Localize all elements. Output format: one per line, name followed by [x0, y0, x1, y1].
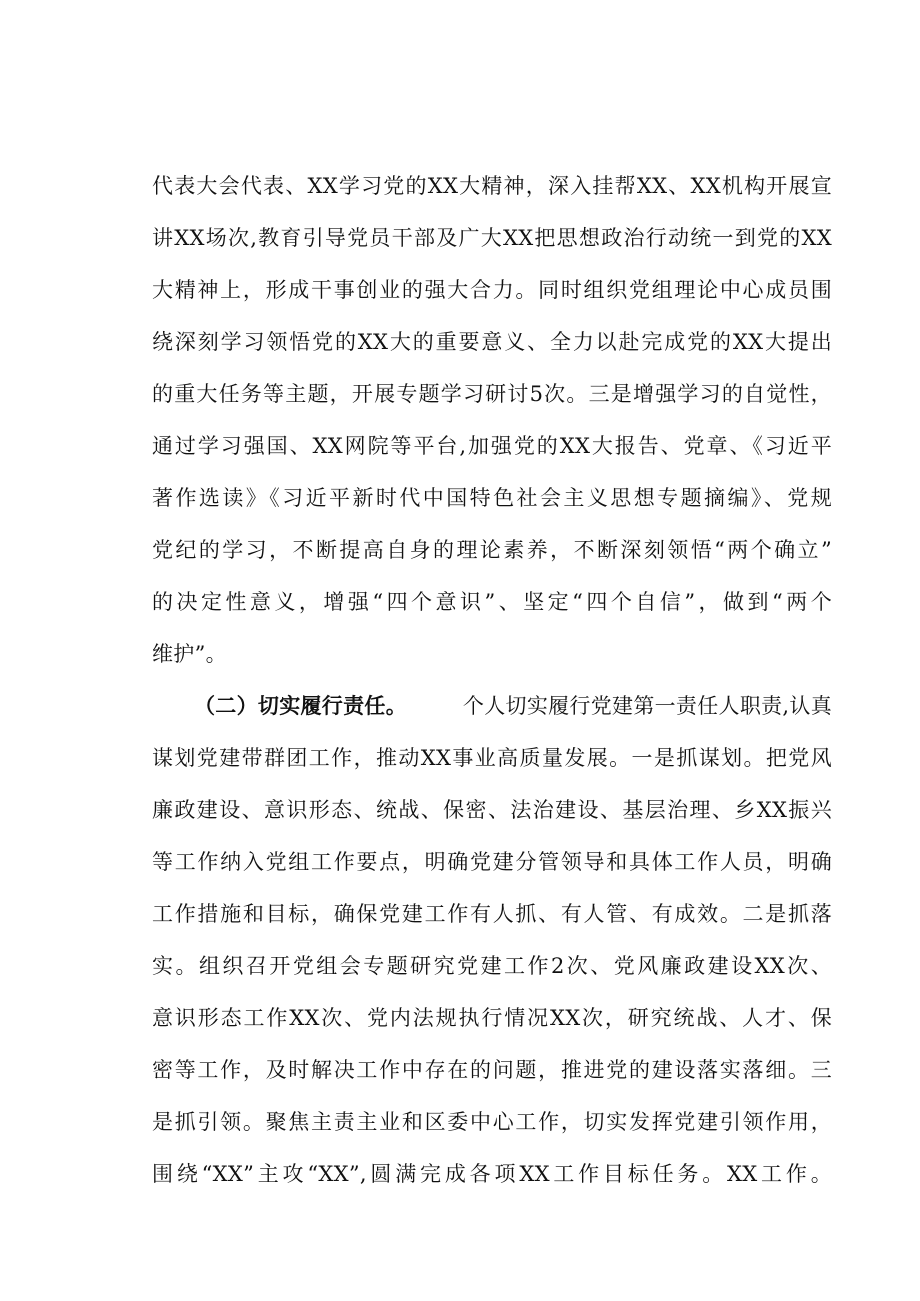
paragraph-line: 通过学习强国、XX网院等平台,加强党的XX大报告、党章、《习近平	[152, 434, 832, 458]
paragraph-line: 密等工作，及时解决工作中存在的问题，推进党的建设落实落细。三	[152, 1058, 832, 1082]
section-heading-line	[194, 688, 832, 724]
paragraph-line: 绕深刻学习领悟党的XX大的重要意义、全力以赴完成党的XX大提出	[152, 330, 832, 354]
paragraph-line: 廉政建设、意识形态、统战、保密、法治建设、基层治理、乡XX振兴	[152, 798, 832, 822]
paragraph-line: 代表大会代表、XX学习党的XX大精神，深入挂帮XX、XX机构开展宣	[152, 174, 832, 198]
paragraph-line: 的重大任务等主题，开展专题学习研讨5次。三是增强学习的自觉性，	[152, 382, 832, 406]
paragraph-line: 著作选读》《习近平新时代中国特色社会主义思想专题摘编》、党规	[152, 486, 832, 510]
paragraph-line: 实。组织召开党组会专题研究党建工作2次、党风廉政建设XX次、	[152, 954, 832, 978]
paragraph-line: 工作措施和目标，确保党建工作有人抓、有人管、有成效。二是抓落	[152, 902, 832, 926]
paragraph-line: 是抓引领。聚焦主责主业和区委中心工作，切实发挥党建引领作用，	[152, 1110, 832, 1134]
paragraph-line: 的决定性意义，增强“四个意识”、坚定“四个自信”，做到“两个	[152, 590, 832, 614]
paragraph-line: 党纪的学习，不断提高自身的理论素养，不断深刻领悟“两个确立”	[152, 538, 832, 562]
paragraph-line: 维护”。	[152, 642, 227, 666]
paragraph-line: 围绕“XX”主攻“XX”,圆满完成各项XX工作目标任务。XX工作。	[152, 1162, 832, 1186]
section-heading: （二）切实履行责任。	[194, 693, 407, 718]
paragraph-line: 意识形态工作XX次、党内法规执行情况XX次，研究统战、人才、保	[152, 1006, 832, 1030]
paragraph-line: 大精神上，形成干事创业的强大合力。同时组织党组理论中心成员围	[152, 278, 832, 302]
paragraph-line: 讲XX场次,教育引导党员干部及广大XX把思想政治行动统一到党的XX	[152, 226, 832, 250]
paragraph-line: 等工作纳入党组工作要点，明确党建分管领导和具体工作人员，明确	[152, 850, 832, 874]
paragraph-line: 谋划党建带群团工作，推动XX事业高质量发展。一是抓谋划。把党风	[152, 746, 832, 770]
section-heading-rest: 个人切实履行党建第一责任人职责,认真	[462, 694, 832, 718]
